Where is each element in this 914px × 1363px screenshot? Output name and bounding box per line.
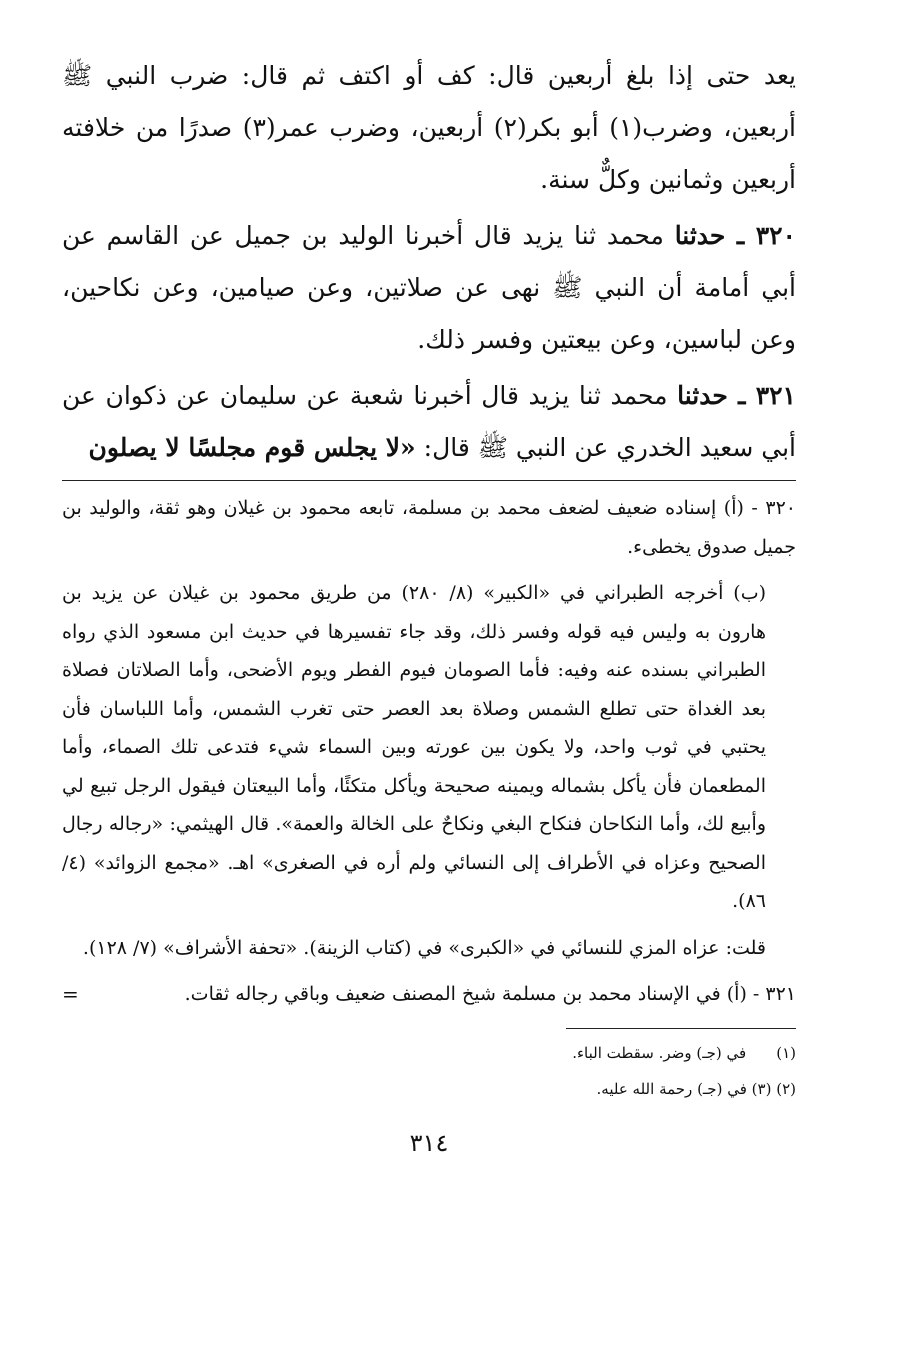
note-321-a: ٣٢١ - (أ) في الإسناد محمد بن مسلمة شيخ المصنف ضعيف وباقي رجاله ثقات.	[184, 983, 796, 1005]
commentary-notes	[62, 489, 796, 1014]
footnotes	[62, 1035, 796, 1107]
continuation-mark: =	[62, 982, 79, 1006]
hadith-321	[62, 370, 796, 474]
notes-divider	[62, 480, 796, 481]
footnote-text: في (جـ) رحمة الله عليه.	[596, 1079, 747, 1098]
note-320-b: (ب) أخرجه الطبراني في «الكبير» (٨/ ٢٨٠) من طريق محمود بن غيلان عن يزيد بن هارون به وليس فيه قوله وفسر ذلك، وقد جاء تفسيرها في حديث ابن مسعود الذي رواه الطبراني بسنده عنه وفيه: فأما الصومان فيوم الفطر ويوم الأضحى، وأما الصلاتان فصلاة بعد الغداة حتى تطلع الشمس وصلاة بعد العصر حتى تغرب الشمس، وأما اللباسان فأن يحتبي في ثوب واحد، ولا يكون بين عورته وبين السماء شيء فتدعى تلك الصماء، وأما المطعمان فأن يأكل بشماله ويمينه صحيحة ويأكل متكئًا، وأما البيعتان فيقول الرجل تبيع لي وأبيع لك، وأما النكاحان فنكاح البغي ونكاحٌ على الخالة والعمة». قال الهيثمي: «رجاله رجال الصحيح وعزاه في الأطراف إلى النسائي ولم أره في الصغرى» اهـ. «مجمع الزوائد» (٤/ ٨٦).	[62, 582, 767, 912]
footnote-marker: (٢) (٣)	[751, 1079, 796, 1098]
hadith-320-heading: ٣٢٠ ـ حدثنا	[674, 221, 796, 250]
footnote-text: في (جـ) وضر. سقطت الباء.	[572, 1043, 747, 1062]
hadith-321-heading: ٣٢١ ـ حدثنا	[677, 381, 796, 410]
page-number: ٣١٤	[409, 1128, 449, 1157]
note-321	[62, 975, 796, 1014]
footnote-item	[62, 1071, 796, 1107]
hadith-321-quote: «لا يجلس قوم مجلسًا لا يصلون	[88, 433, 416, 462]
footnote-item	[62, 1035, 796, 1071]
note-320-c: قلت: عزاه المزي للنسائي في «الكبرى» في (كتاب الزينة). «تحفة الأشراف» (٧/ ١٢٨).	[82, 936, 766, 959]
hadith-320-text: محمد ثنا يزيد قال أخبرنا الوليد بن جميل عن القاسم عن أبي أمامة أن النبي ﷺ نهى عن صلاتين، وعن صيامين، وعن نكاحين، وعن لباسين، وعن بيعتين وفسر ذلك.	[62, 221, 796, 354]
paragraph-continued: يعد حتى إذا بلغ أربعين قال: كف أو اكتف ثم قال: ضرب النبي ﷺ أربعين، وضرب(١) أبو بكر(٢) أربعين، وضرب عمر(٣) صدرًا من خلافته أربعين وثمانين وكلٌّ سنة.	[62, 61, 797, 194]
footnote-divider	[566, 1028, 796, 1029]
hadith-321-text: محمد ثنا يزيد قال أخبرنا شعبة عن سليمان عن ذكوان عن أبي سعيد الخدري عن النبي ﷺ قال:	[62, 381, 796, 462]
note-320-a: ٣٢٠ - (أ) إسناده ضعيف لضعف محمد بن مسلمة، تابعه محمود بن غيلان وهو ثقة، والوليد بن جميل صدوق يخطىء.	[62, 497, 796, 558]
hadith-320	[62, 210, 796, 366]
main-text	[62, 50, 796, 474]
footnote-marker: (١)	[776, 1043, 796, 1062]
